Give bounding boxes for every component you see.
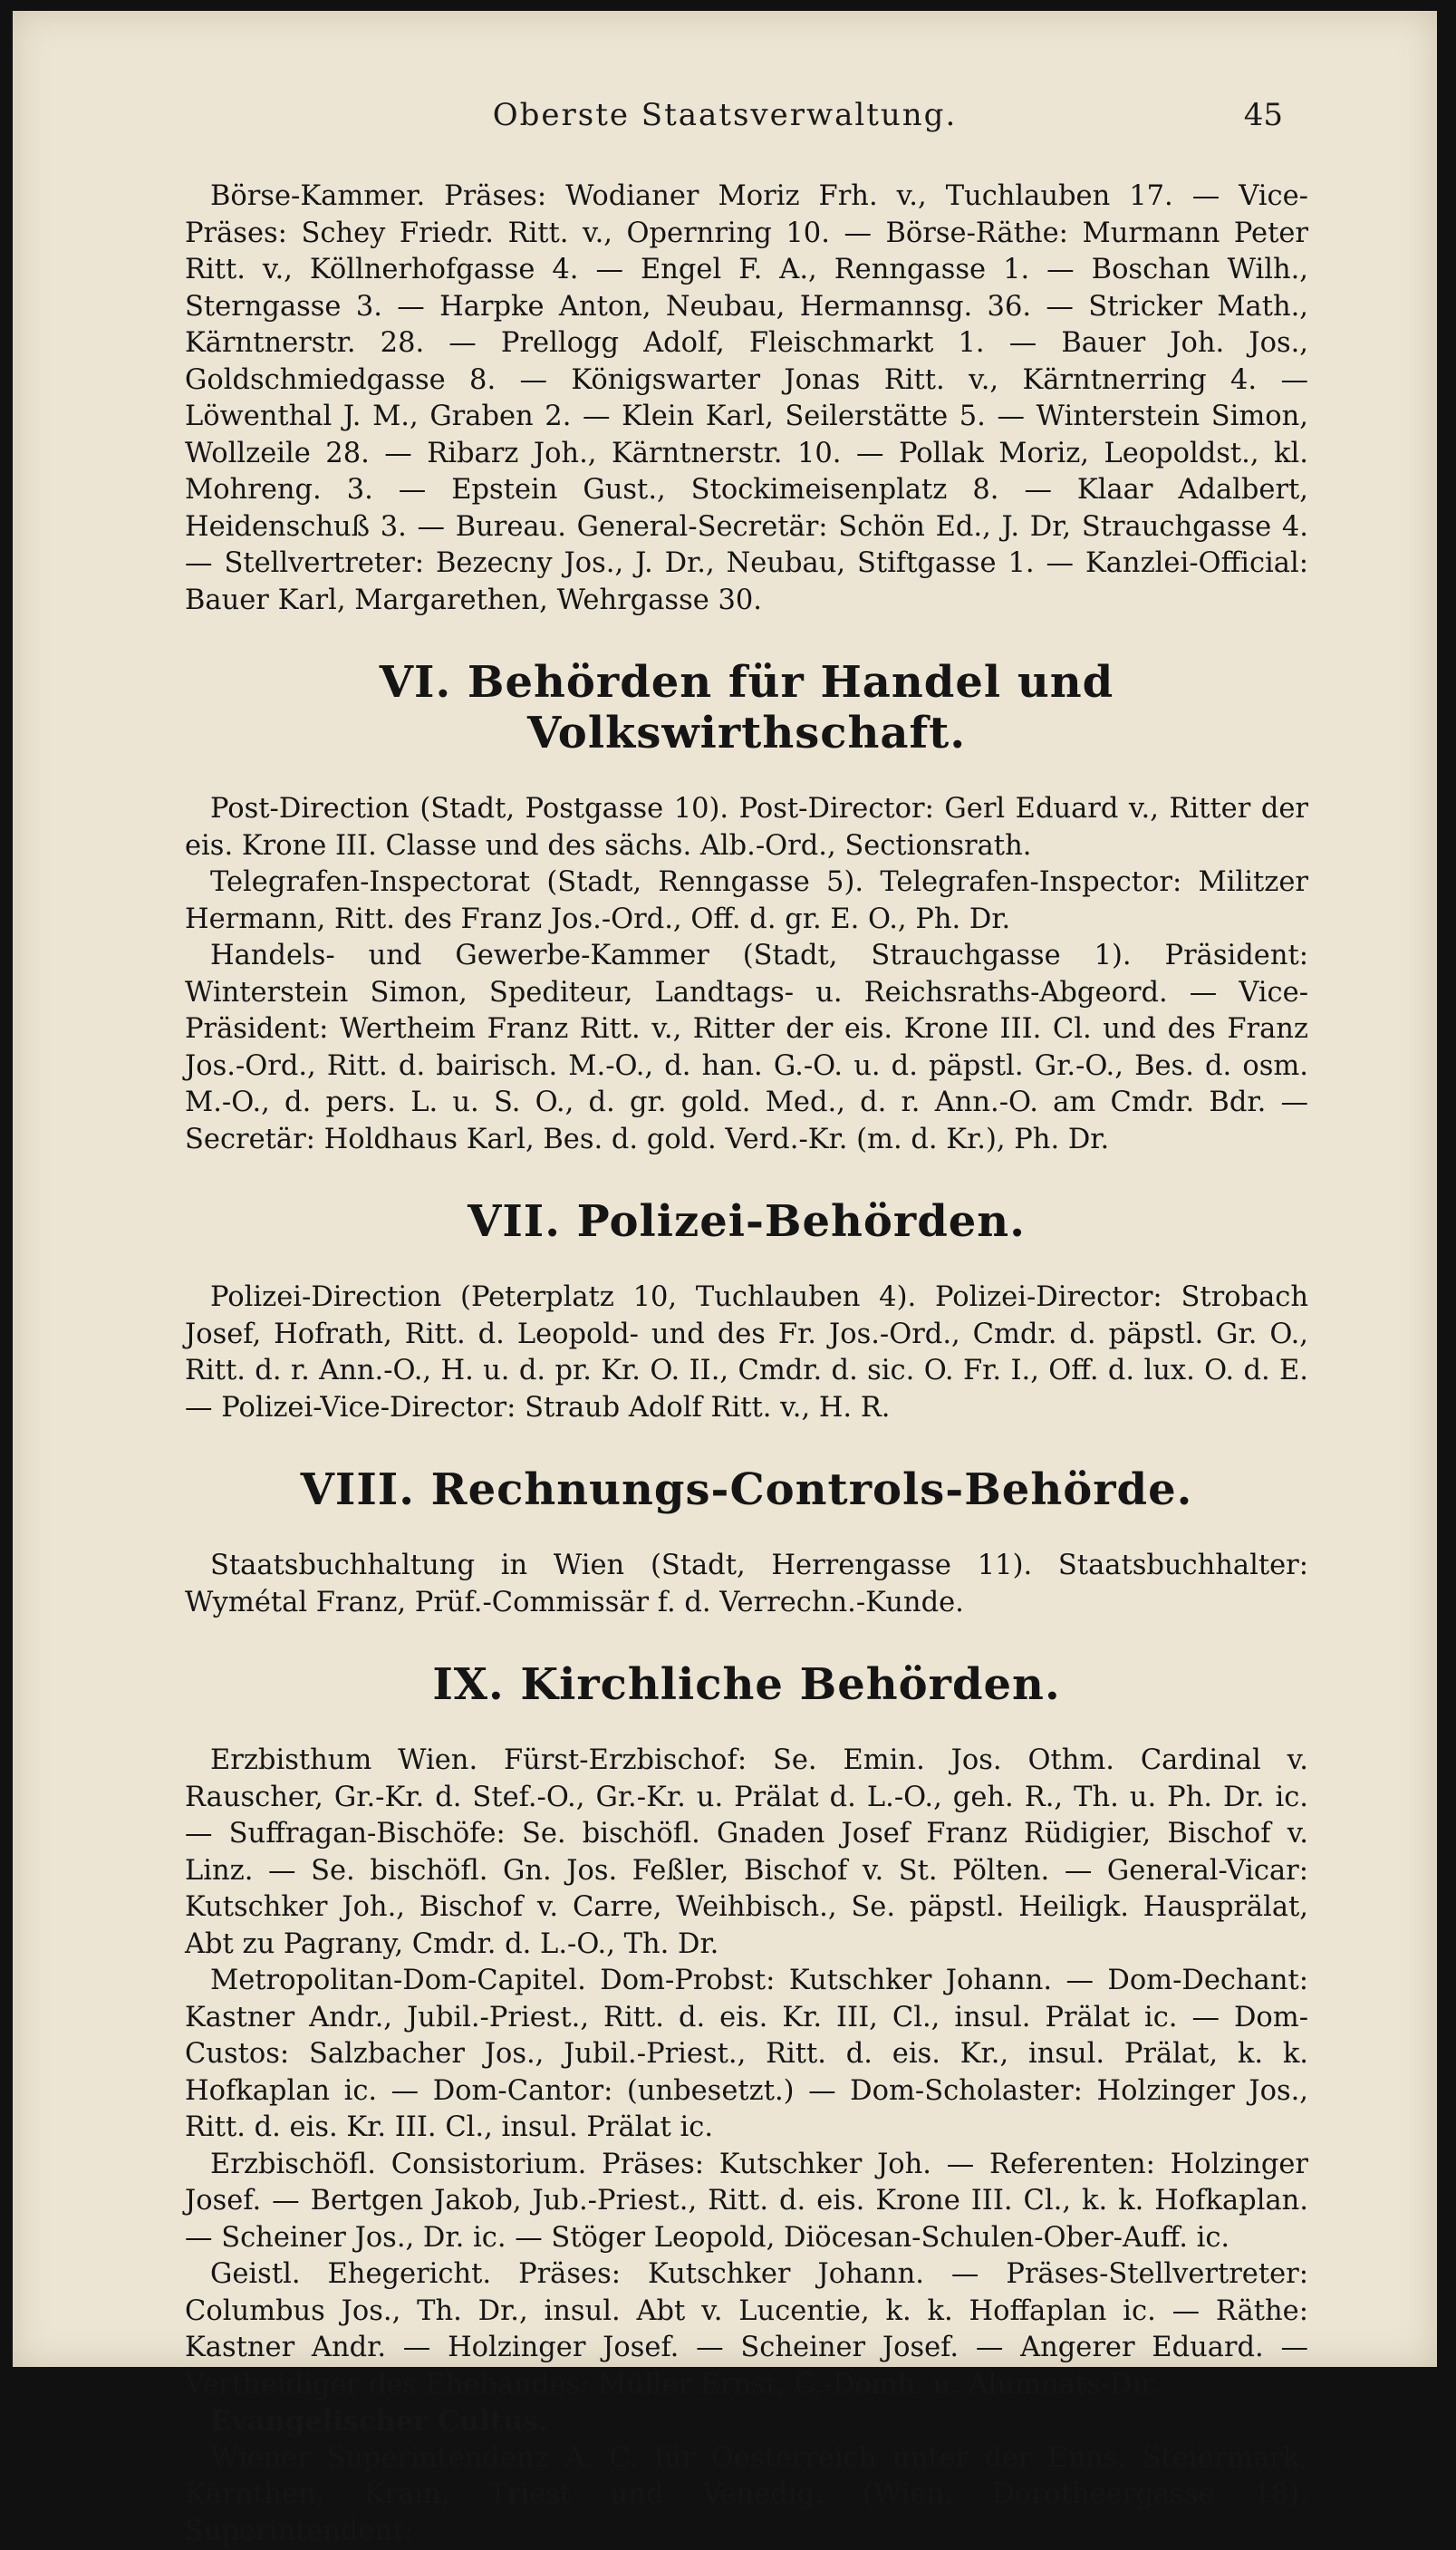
paragraph-superintendenz: Wiener Superintendenz A. C. für Oesterreich unter der Enns, Steiermark, Kärnthen, Krain, Triest und Venedig. (Wien, Dorotheergasse 18). Superintendent:: [185, 2440, 1308, 2550]
page-body: [185, 179, 1308, 2550]
paragraph-handelskammer: Handels- und Gewerbe-Kammer (Stadt, Strauchgasse 1). Präsident: Winterstein Simon, Spediteur, Landtags- u. Reichsraths-Abgeord. — Vice-Präsident: Wertheim Franz Ritt. v., Ritter der eis. Krone III. Cl. und des Franz Jos.-Ord., Ritt. d. bairisch. M.-O., d. han. G.-O. u. d. päpstl. Gr.-O., Bes. d. osm. M.-O., d. pers. L. u. S. O., d. gr. gold. Med., d. r. Ann.-O. am Cmdr. Bdr. — Secretär: Holdhaus Karl, Bes. d. gold. Verd.-Kr. (m. d. Kr.), Ph. Dr.: [185, 938, 1308, 1158]
paragraph-telegrafen-inspectorat: Telegrafen-Inspectorat (Stadt, Renngasse 5). Telegrafen-Inspector: Militzer Hermann, Ritt. des Franz Jos.-Ord., Off. d. gr. E. O., Ph. Dr.: [185, 864, 1308, 938]
paragraph-dom-capitel: Metropolitan-Dom-Capitel. Dom-Probst: Kutschker Johann. — Dom-Dechant: Kastner Andr., Jubil.-Priest., Ritt. d. eis. Kr. III, Cl., insul. Prälat ic. — Dom-Custos: Salzbacher Jos., Jubil.-Priest., Ritt. d. eis. Kr., insul. Prälat, k. k. Hofkaplan ic. — Dom-Cantor: (unbesetzt.) — Dom-Scholaster: Holzinger Jos., Ritt. d. eis. Kr. III. Cl., insul. Prälat ic.: [185, 1963, 1308, 2147]
page-number: 45: [1244, 97, 1283, 133]
paragraph-consistorium: Erzbischöfl. Consistorium. Präses: Kutschker Joh. — Referenten: Holzinger Josef. — Bertgen Jakob, Jub.-Priest., Ritt. d. eis. Krone III. Cl., k. k. Hofkaplan. — Scheiner Jos., Dr. ic. — Stöger Leopold, Diöcesan-Schulen-Ober-Auff. ic.: [185, 2147, 1308, 2257]
section-heading-vii: VII. Polizei-Behörden.: [185, 1196, 1308, 1247]
paragraph-staatsbuchhaltung: Staatsbuchhaltung in Wien (Stadt, Herrengasse 11). Staatsbuchhalter: Wymétal Franz, Prüf.-Commissär f. d. Verrechn.-Kunde.: [185, 1548, 1308, 1621]
section-heading-viii: VIII. Rechnungs-Controls-Behörde.: [185, 1464, 1308, 1515]
subheading-evangelischer-cultus: Evangelischer Cultus.: [210, 2403, 1308, 2440]
paragraph-erzbisthum: Erzbisthum Wien. Fürst-Erzbischof: Se. Emin. Jos. Othm. Cardinal v. Rauscher, Gr.-Kr. d. Stef.-O., Gr.-Kr. u. Prälat d. L.-O., geh. R., Th. u. Ph. Dr. ic. — Suffragan-Bischöfe: Se. bischöfl. Gnaden Josef Franz Rüdigier, Bischof v. Linz. — Se. bischöfl. Gn. Jos. Feßler, Bischof v. St. Pölten. — General-Vicar: Kutschker Joh., Bischof v. Carre, Weihbisch., Se. päpstl. Heiligk. Hausprälat, Abt zu Pagrany, Cmdr. d. L.-O., Th. Dr.: [185, 1743, 1308, 1963]
paragraph-polizei-direction: Polizei-Direction (Peterplatz 10, Tuchlauben 4). Polizei-Director: Strobach Josef, Hofrath, Ritt. d. Leopold- und des Fr. Jos.-Ord., Cmdr. d. päpstl. Gr. O., Ritt. d. r. Ann.-O., H. u. d. pr. Kr. O. II., Cmdr. d. sic. O. Fr. I., Off. d. lux. O. d. E. — Polizei-Vice-Director: Straub Adolf Ritt. v., H. R.: [185, 1280, 1308, 1426]
section-heading-vi: VI. Behörden für Handel und Volkswirthschaft.: [185, 657, 1308, 758]
scanned-page: [13, 11, 1437, 2367]
section-heading-ix: IX. Kirchliche Behörden.: [185, 1659, 1308, 1710]
paragraph-ehegericht: Geistl. Ehegericht. Präses: Kutschker Johann. — Präses-Stellvertreter: Columbus Jos., Th. Dr., insul. Abt v. Lucentie, k. k. Hoffaplan ic. — Räthe: Kastner Andr. — Holzinger Josef. — Scheiner Josef. — Angerer Eduard. — Vertheidiger des Ehebandes: Müller Ernst, C.-Domh. u. Alumnats-Dir.: [185, 2256, 1308, 2403]
paragraph-post-direction: Post-Direction (Stadt, Postgasse 10). Post-Director: Gerl Eduard v., Ritter der eis. Krone III. Classe und des sächs. Alb.-Ord., Sectionsrath.: [185, 791, 1308, 864]
paragraph-boerse-kammer: Börse-Kammer. Präses: Wodianer Moriz Frh. v., Tuchlauben 17. — Vice-Präses: Schey Friedr. Ritt. v., Opernring 10. — Börse-Räthe: Murmann Peter Ritt. v., Köllnerhofgasse 4. — Engel F. A., Renngasse 1. — Boschan Wilh., Sterngasse 3. — Harpke Anton, Neubau, Hermannsg. 36. — Stricker Math., Kärntnerstr. 28. — Prellogg Adolf, Fleischmarkt 1. — Bauer Joh. Jos., Goldschmiedgasse 8. — Königswarter Jonas Ritt. v., Kärntnerring 4. — Löwenthal J. M., Graben 2. — Klein Karl, Seilerstätte 5. — Winterstein Simon, Wollzeile 28. — Ribarz Joh., Kärntnerstr. 10. — Pollak Moriz, Leopoldst., kl. Mohreng. 3. — Epstein Gust., Stockimeisenplatz 8. — Klaar Adalbert, Heidenschuß 3. — Bureau. General-Secretär: Schön Ed., J. Dr, Strauchgasse 4. — Stellvertreter: Bezecny Jos., J. Dr., Neubau, Stiftgasse 1. — Kanzlei-Official: Bauer Karl, Margarethen, Wehrgasse 30.: [185, 179, 1308, 619]
page-header: [13, 97, 1437, 142]
running-head: Oberste Staatsverwaltung.: [13, 97, 1437, 133]
